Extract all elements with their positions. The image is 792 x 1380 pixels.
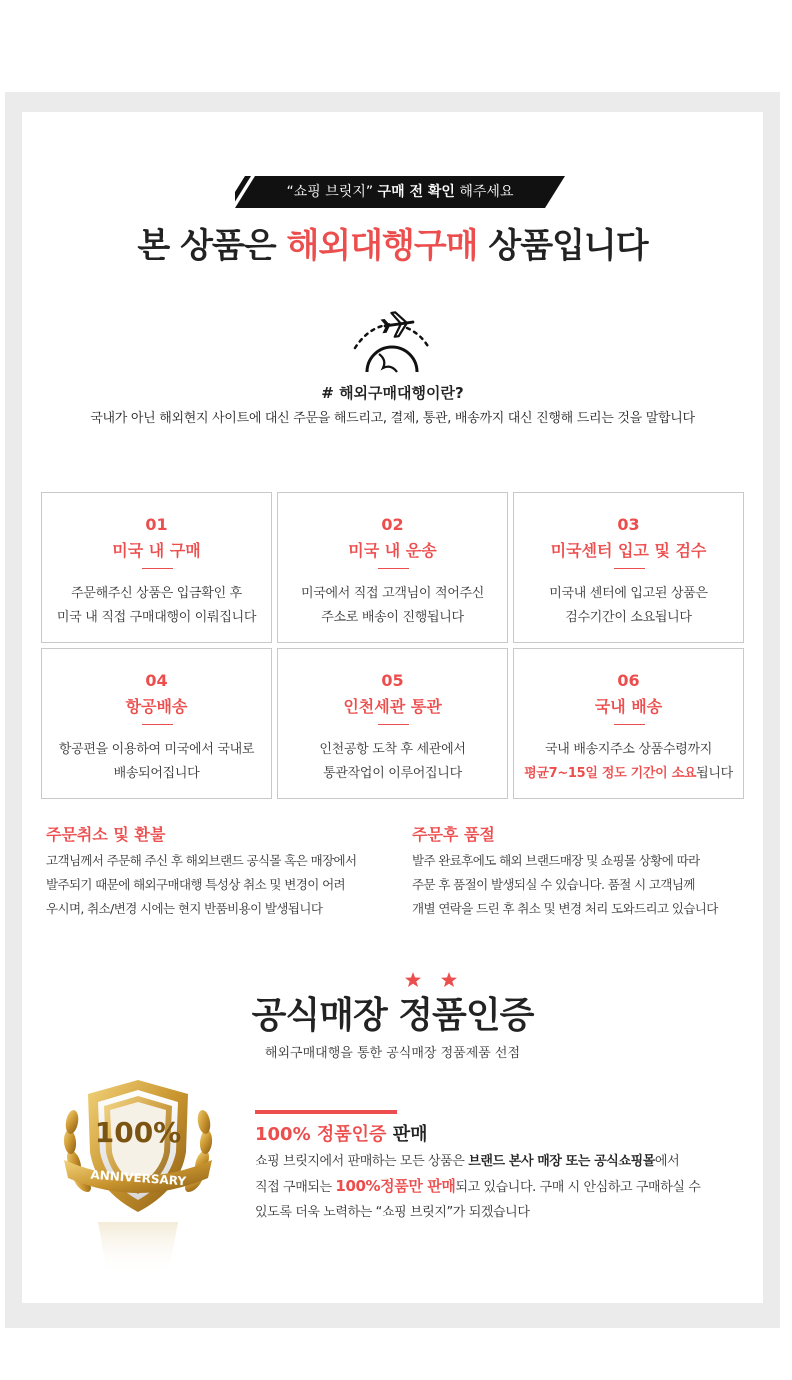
step-title: 미국 내 운송 [348, 541, 437, 560]
step-divider [378, 568, 409, 569]
step-highlight: 평균7~15일 정도 기간이 소요 [524, 766, 697, 781]
notice-line: 개별 연락을 드린 후 취소 및 변경 처리 도와드리고 있습니다 [412, 901, 718, 916]
content-panel [22, 112, 763, 1303]
step-card [41, 492, 272, 643]
step-card [277, 492, 508, 643]
step-title: 미국센터 입고 및 검수 [550, 541, 707, 560]
step-desc-line: 평균7~15일 정도 기간이 소요됩니다 [524, 766, 733, 781]
process-steps [41, 492, 744, 800]
genuine-line: 있도록 더욱 노력하는 “쇼핑 브릿지”가 되겠습니다 [255, 1205, 530, 1220]
notice-out-of-stock [412, 822, 772, 921]
notice-line: 우시며, 취소/변경 시에는 현지 반품비용이 발생됩니다 [46, 901, 323, 916]
banner-text: “쇼핑 브릿지” 구매 전 확인 해주세요 [286, 184, 514, 200]
notice-cancel-refund [46, 822, 406, 921]
step-number: 01 [145, 515, 168, 534]
badge-label: ANNIVERSARY [90, 1167, 187, 1189]
intro-title: # 해외구매대행이란? [321, 384, 464, 402]
page-title: 본 상품은 해외대행구매 상품입니다 [137, 226, 648, 266]
step-number: 03 [617, 515, 640, 534]
step-divider [378, 724, 409, 725]
genuine-line: 쇼핑 브릿지에서 판매하는 모든 상품은 브랜드 본사 매장 또는 공식쇼핑몰에서 [255, 1154, 680, 1169]
notice-title: 주문후 품절 [412, 825, 495, 844]
step-desc-line: 국내 배송지주소 상품수령까지 [544, 742, 713, 757]
step-divider [614, 724, 645, 725]
genuine-description [255, 1149, 755, 1225]
step-card [513, 648, 744, 799]
intro-description: 국내가 아닌 해외현지 사이트에 대신 주문을 해드리고, 결제, 통관, 배송까지 대신 진행해 드리는 것을 말합니다 [90, 411, 695, 426]
notice-line: 발주되기 때문에 해외구매대행 특성상 취소 및 변경이 어려 [46, 877, 346, 892]
step-divider [614, 568, 645, 569]
step-desc-line: 검수기간이 소요됩니다 [565, 610, 692, 625]
step-number: 04 [145, 671, 168, 690]
step-desc-line: 항공편을 이용하여 미국에서 국내로 [58, 742, 255, 757]
notice-line: 주문 후 품절이 발생되실 수 있습니다. 품절 시 고객님께 [412, 877, 695, 892]
step-number: 06 [617, 671, 640, 690]
step-desc-line: 통관작업이 이루어집니다 [323, 766, 462, 781]
step-desc-line: 주소로 배송이 진행됩니다 [321, 610, 464, 625]
step-title: 항공배송 [125, 697, 188, 716]
step-divider [142, 724, 173, 725]
step-desc-line: 미국 내 직접 구매대행이 이뤄집니다 [56, 610, 257, 625]
step-title: 인천세관 통관 [343, 697, 442, 716]
step-title: 국내 배송 [594, 697, 663, 716]
step-number: 05 [381, 671, 404, 690]
step-card [277, 648, 508, 799]
airplane-globe-icon [349, 308, 435, 378]
step-title: 미국 내 구매 [112, 541, 201, 560]
cert-title: 공식매장 정품인증 [251, 995, 534, 1036]
notice-line: 발주 완료후에도 해외 브랜드매장 및 쇼핑몰 상황에 따라 [412, 853, 700, 868]
badge-percent: 100% [94, 1116, 182, 1149]
step-card [513, 492, 744, 643]
outer-frame [5, 92, 780, 1328]
step-desc-line: 인천공항 도착 후 세관에서 [319, 742, 466, 757]
genuine-title: 100% 정품인증 판매 [255, 1124, 428, 1145]
anniversary-badge-icon [58, 1072, 218, 1282]
genuine-accent-bar [255, 1110, 397, 1114]
cert-subtitle: 해외구매대행을 통한 공식매장 정품제품 선점 [264, 1046, 521, 1061]
step-divider [142, 568, 173, 569]
notice-title: 주문취소 및 환불 [46, 825, 166, 844]
genuine-line: 직접 구매되는 100%정품만 판매되고 있습니다. 구매 시 안심하고 구매하실 수 [255, 1177, 701, 1195]
step-desc-line: 배송되어집니다 [113, 766, 200, 781]
notice-banner [235, 176, 565, 208]
step-desc-line: 미국에서 직접 고객님이 적어주신 [300, 586, 485, 601]
step-card [41, 648, 272, 799]
stars-icon [405, 972, 465, 988]
notice-line: 고객님께서 주문해 주신 후 해외브랜드 공식몰 혹은 매장에서 [46, 853, 357, 868]
step-desc-line: 주문해주신 상품은 입금확인 후 [71, 586, 242, 601]
step-number: 02 [381, 515, 404, 534]
step-desc-line: 미국내 센터에 입고된 상품은 [549, 586, 708, 601]
